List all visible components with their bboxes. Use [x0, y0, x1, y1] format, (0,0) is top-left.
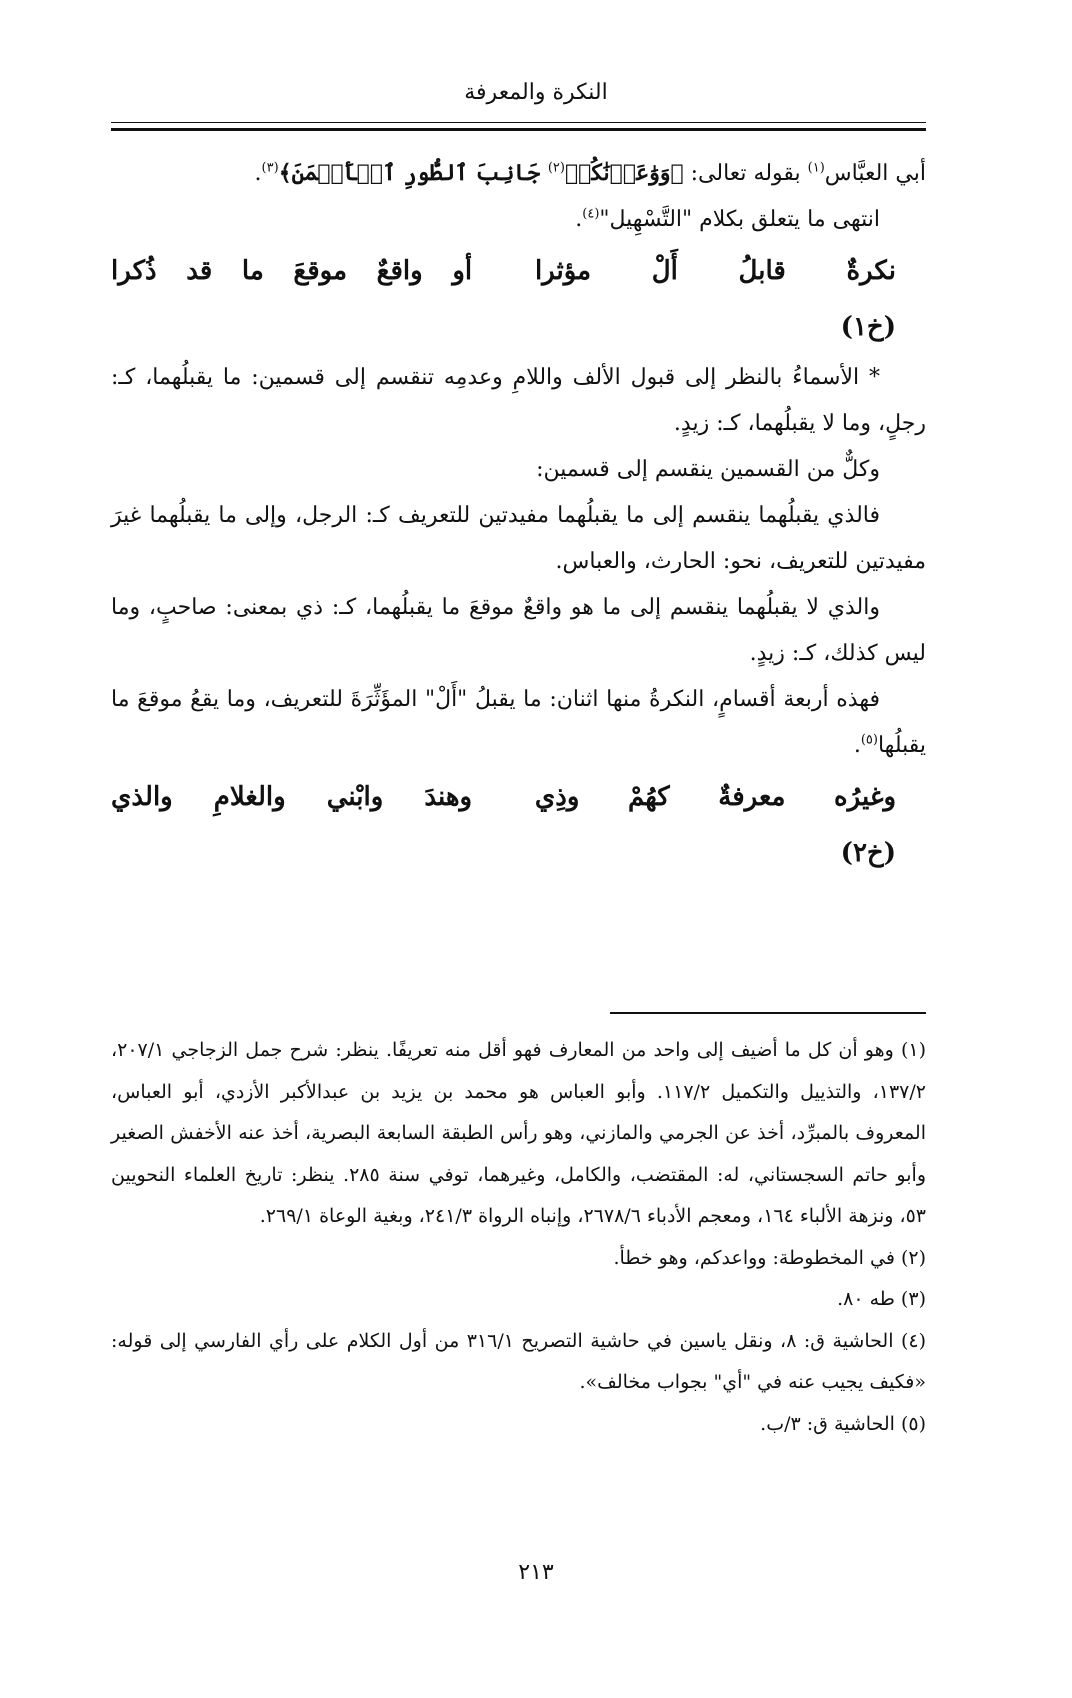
text-span: انتهى ما يتعلق بكلام "التَّسْهِيل": [599, 207, 880, 232]
verse-number: (خ٢): [840, 838, 896, 868]
page-number: ٢١٣: [518, 1560, 554, 1585]
text-span: .: [575, 207, 583, 232]
verse-hemistich-2: [111, 769, 472, 825]
verse-word: ما: [241, 256, 264, 286]
verse-hemistich-1: [535, 243, 896, 299]
verse-word: ذُكرا: [111, 256, 157, 286]
verse-word: والغلامِ: [213, 782, 286, 812]
verse-word: مؤثرا: [534, 256, 592, 286]
text-span: .: [254, 161, 262, 186]
paragraph: * الأسماءُ بالنظر إلى قبول الألف واللامِ وعدمِه تنقسم إلى قسمين: ما يقبلُهما، كـ: رجلٍ، وما لا يقبلُهما، كـ: زيدٍ.: [111, 365, 926, 436]
verse-word: نكرةٌ: [846, 256, 896, 286]
footnote: (٢) في المخطوطة: وواعدكم، وهو خطأ.: [613, 1246, 926, 1269]
footnote: (٤) الحاشية ق: ٨، ونقل ياسين في حاشية التصريح ٣١٦/١ من أول الكلام على رأي الفارسي إلى قوله: «فكيف يجيب عنه في "أي" بجواب مخالف».: [111, 1329, 926, 1393]
footnote-ref: (٥): [860, 732, 878, 748]
footnote-separator: [610, 1012, 926, 1014]
text-line: [111, 197, 926, 243]
running-title: النكرة والمعرفة: [464, 80, 608, 105]
verse-word: وابْني: [326, 782, 384, 812]
quran-quote: ﴿وَوَٰعَدۡنَٰكُمۡ: [564, 160, 684, 186]
footnote-ref: (١): [807, 160, 825, 176]
verse-number: (خ١): [840, 312, 896, 342]
footnote-ref: (٣): [261, 160, 279, 176]
verse-hemistich-1: [535, 769, 896, 825]
verse-word: موقعَ: [293, 256, 348, 286]
footnote: (٥) الحاشية ق: ٣/ب.: [760, 1412, 926, 1435]
verse-word: قابلُ: [738, 256, 786, 286]
footnotes: [111, 1030, 926, 1445]
verse-word: أو: [452, 256, 473, 286]
main-text: [111, 150, 926, 881]
text-span: بقوله تعالى:: [683, 161, 808, 186]
verse-word: والذي: [111, 782, 173, 812]
footnote-ref: (٤): [582, 206, 600, 222]
verse-word: كهُمْ: [627, 782, 670, 812]
verse-word: قد: [186, 256, 213, 286]
header-rule-thick: [111, 128, 926, 131]
verse-word: وغيرُه: [834, 782, 896, 812]
quran-quote: جَانِبَ ٱلطُّورِ ٱلۡأَيۡمَنَ﴾: [278, 160, 548, 186]
text-span: فهذه أربعة أقسامٍ، النكرةُ منها اثنان: ما يقبلُ "أَلْ" المؤَثِّرَةَ للتعريف، وما يقعُ موقعَ ما يقبلُها: [111, 687, 926, 758]
verse-hemistich-2: [111, 243, 472, 299]
paragraph: فالذي يقبلُهما ينقسم إلى ما يقبلُهما مفيدتين للتعريف كـ: الرجل، وإلى ما يقبلُهما غيرَ مفيدتين للتعريف، نحو: الحارث، والعباس.: [111, 503, 926, 574]
verse-word: أَلْ: [651, 256, 678, 286]
text-span: .: [853, 733, 861, 758]
verse-word: وذِي: [534, 782, 580, 812]
header-rule-thin: [111, 122, 926, 123]
paragraph: وكلٌّ من القسمين ينقسم إلى قسمين:: [536, 457, 880, 482]
verse-word: وهندَ: [424, 782, 473, 812]
paragraph: والذي لا يقبلُهما ينقسم إلى ما هو واقعٌ موقعَ ما يقبلُهما، كـ: ذي بمعنى: صاحبٍ، وما ليس كذلك، كـ: زيدٍ.: [111, 595, 926, 666]
verse-word: معرفةٌ: [718, 782, 786, 812]
verse-line: [111, 243, 926, 299]
text-span: أبي العبَّاس: [824, 161, 926, 186]
footnote-ref: (٢): [547, 160, 565, 176]
paragraph: [111, 677, 926, 769]
verse-line: [111, 769, 926, 825]
footnote: (٣) طه ٨٠.: [837, 1288, 926, 1310]
footnote: (١) وهو أن كل ما أضيف إلى واحد من المعارف فهو أقل منه تعريفًا. ينظر: شرح جمل الزجاجي ٢٠٧/١، ١٣٧/٢، والتذييل والتكميل ١١٧/٢. وأبو العباس هو محمد بن يزيد بن عبدالأكبر الأزدي، أبو العباس، المعروف بالمبرِّد، أخذ عن الجرمي والمازني، وهو رأس الطبقة السابعة البصرية، أخذ عنه الأخفش الصغير وأبو حاتم السجستاني، له: المقتضب، والكامل، وغيرهما، توفي سنة ٢٨٥. ينظر: تاريخ العلماء النحويين ٥٣، ونزهة الألباء ١٦٤، ومعجم الأدباء ٢٦٧٨/٦، وإنباه الرواة ٢٤١/٣، وبغية الوعاة ٢٦٩/١.: [111, 1039, 926, 1227]
text-line: [111, 150, 926, 197]
verse-word: واقعٌ: [376, 256, 423, 286]
